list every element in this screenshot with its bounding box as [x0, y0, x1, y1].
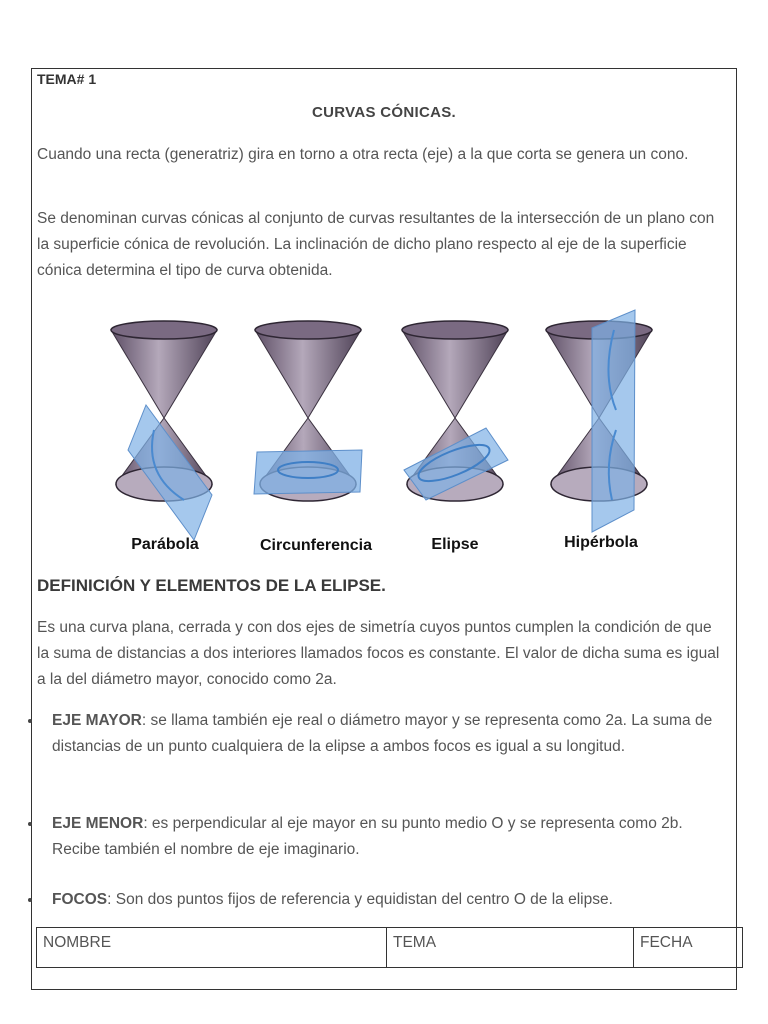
intro-paragraph-2: Se denominan curvas cónicas al conjunto de curvas resultantes de la intersección de un plano con la superficie cónica de revolución. La inclinación de dicho plano respecto al eje de la superficie cónica determina el tipo de curva obtenida. — [37, 210, 715, 279]
ellipse-definition: Es una curva plana, cerrada y con dos ejes de simetría cuyos puntos cumplen la condición de que la suma de distancias a dos interiores llamados focos es constante. El valor de dicha suma es igual a la del diámetro mayor, conocido como 2a. — [37, 619, 720, 688]
cone-circle — [254, 321, 362, 501]
topic-cell: TEMA — [387, 928, 634, 968]
desc-major-axis: : se llama también eje real o diámetro mayor y se representa como 2a. La suma de distancias de un punto cualquiera de la elipse a ambos focos es igual a su longitud. — [52, 712, 713, 755]
bullet-dot-icon — [28, 719, 32, 723]
cone-hyperbola — [546, 310, 652, 532]
label-parabola: Parábola — [131, 536, 199, 553]
date-cell: FECHA — [634, 928, 743, 968]
label-hyperbola: Hipérbola — [564, 534, 638, 551]
list-item-major-axis — [52, 708, 722, 760]
page-title: CURVAS CÓNICAS. — [312, 104, 456, 121]
signature-table — [36, 927, 743, 968]
desc-minor-axis: : es perpendicular al eje mayor en su punto medio O y se representa como 2b. Recibe también el nombre de eje imaginario. — [52, 815, 683, 858]
conic-sections-figure — [104, 300, 670, 562]
topic-number: TEMA# 1 — [37, 71, 97, 87]
bullet-dot-icon — [28, 898, 32, 902]
label-circle: Circunferencia — [259, 537, 373, 554]
list-item-minor-axis — [52, 811, 722, 863]
cone-parabola — [111, 321, 217, 540]
bullet-dot-icon — [28, 822, 32, 826]
intro-paragraph-1: Cuando una recta (generatriz) gira en torno a otra recta (eje) a la que corta se genera un cono. — [37, 146, 689, 163]
term-minor-axis: EJE MENOR — [52, 815, 144, 832]
cone-ellipse — [402, 321, 508, 501]
label-ellipse: Elipse — [431, 536, 479, 553]
list-item-foci — [52, 887, 722, 913]
section-heading: DEFINICIÓN Y ELEMENTOS DE LA ELIPSE. — [37, 576, 386, 595]
name-cell: NOMBRE — [37, 928, 387, 968]
desc-foci: : Son dos puntos fijos de referencia y equidistan del centro O de la elipse. — [107, 891, 613, 908]
term-major-axis: EJE MAYOR — [52, 712, 142, 729]
term-foci: FOCOS — [52, 891, 108, 908]
